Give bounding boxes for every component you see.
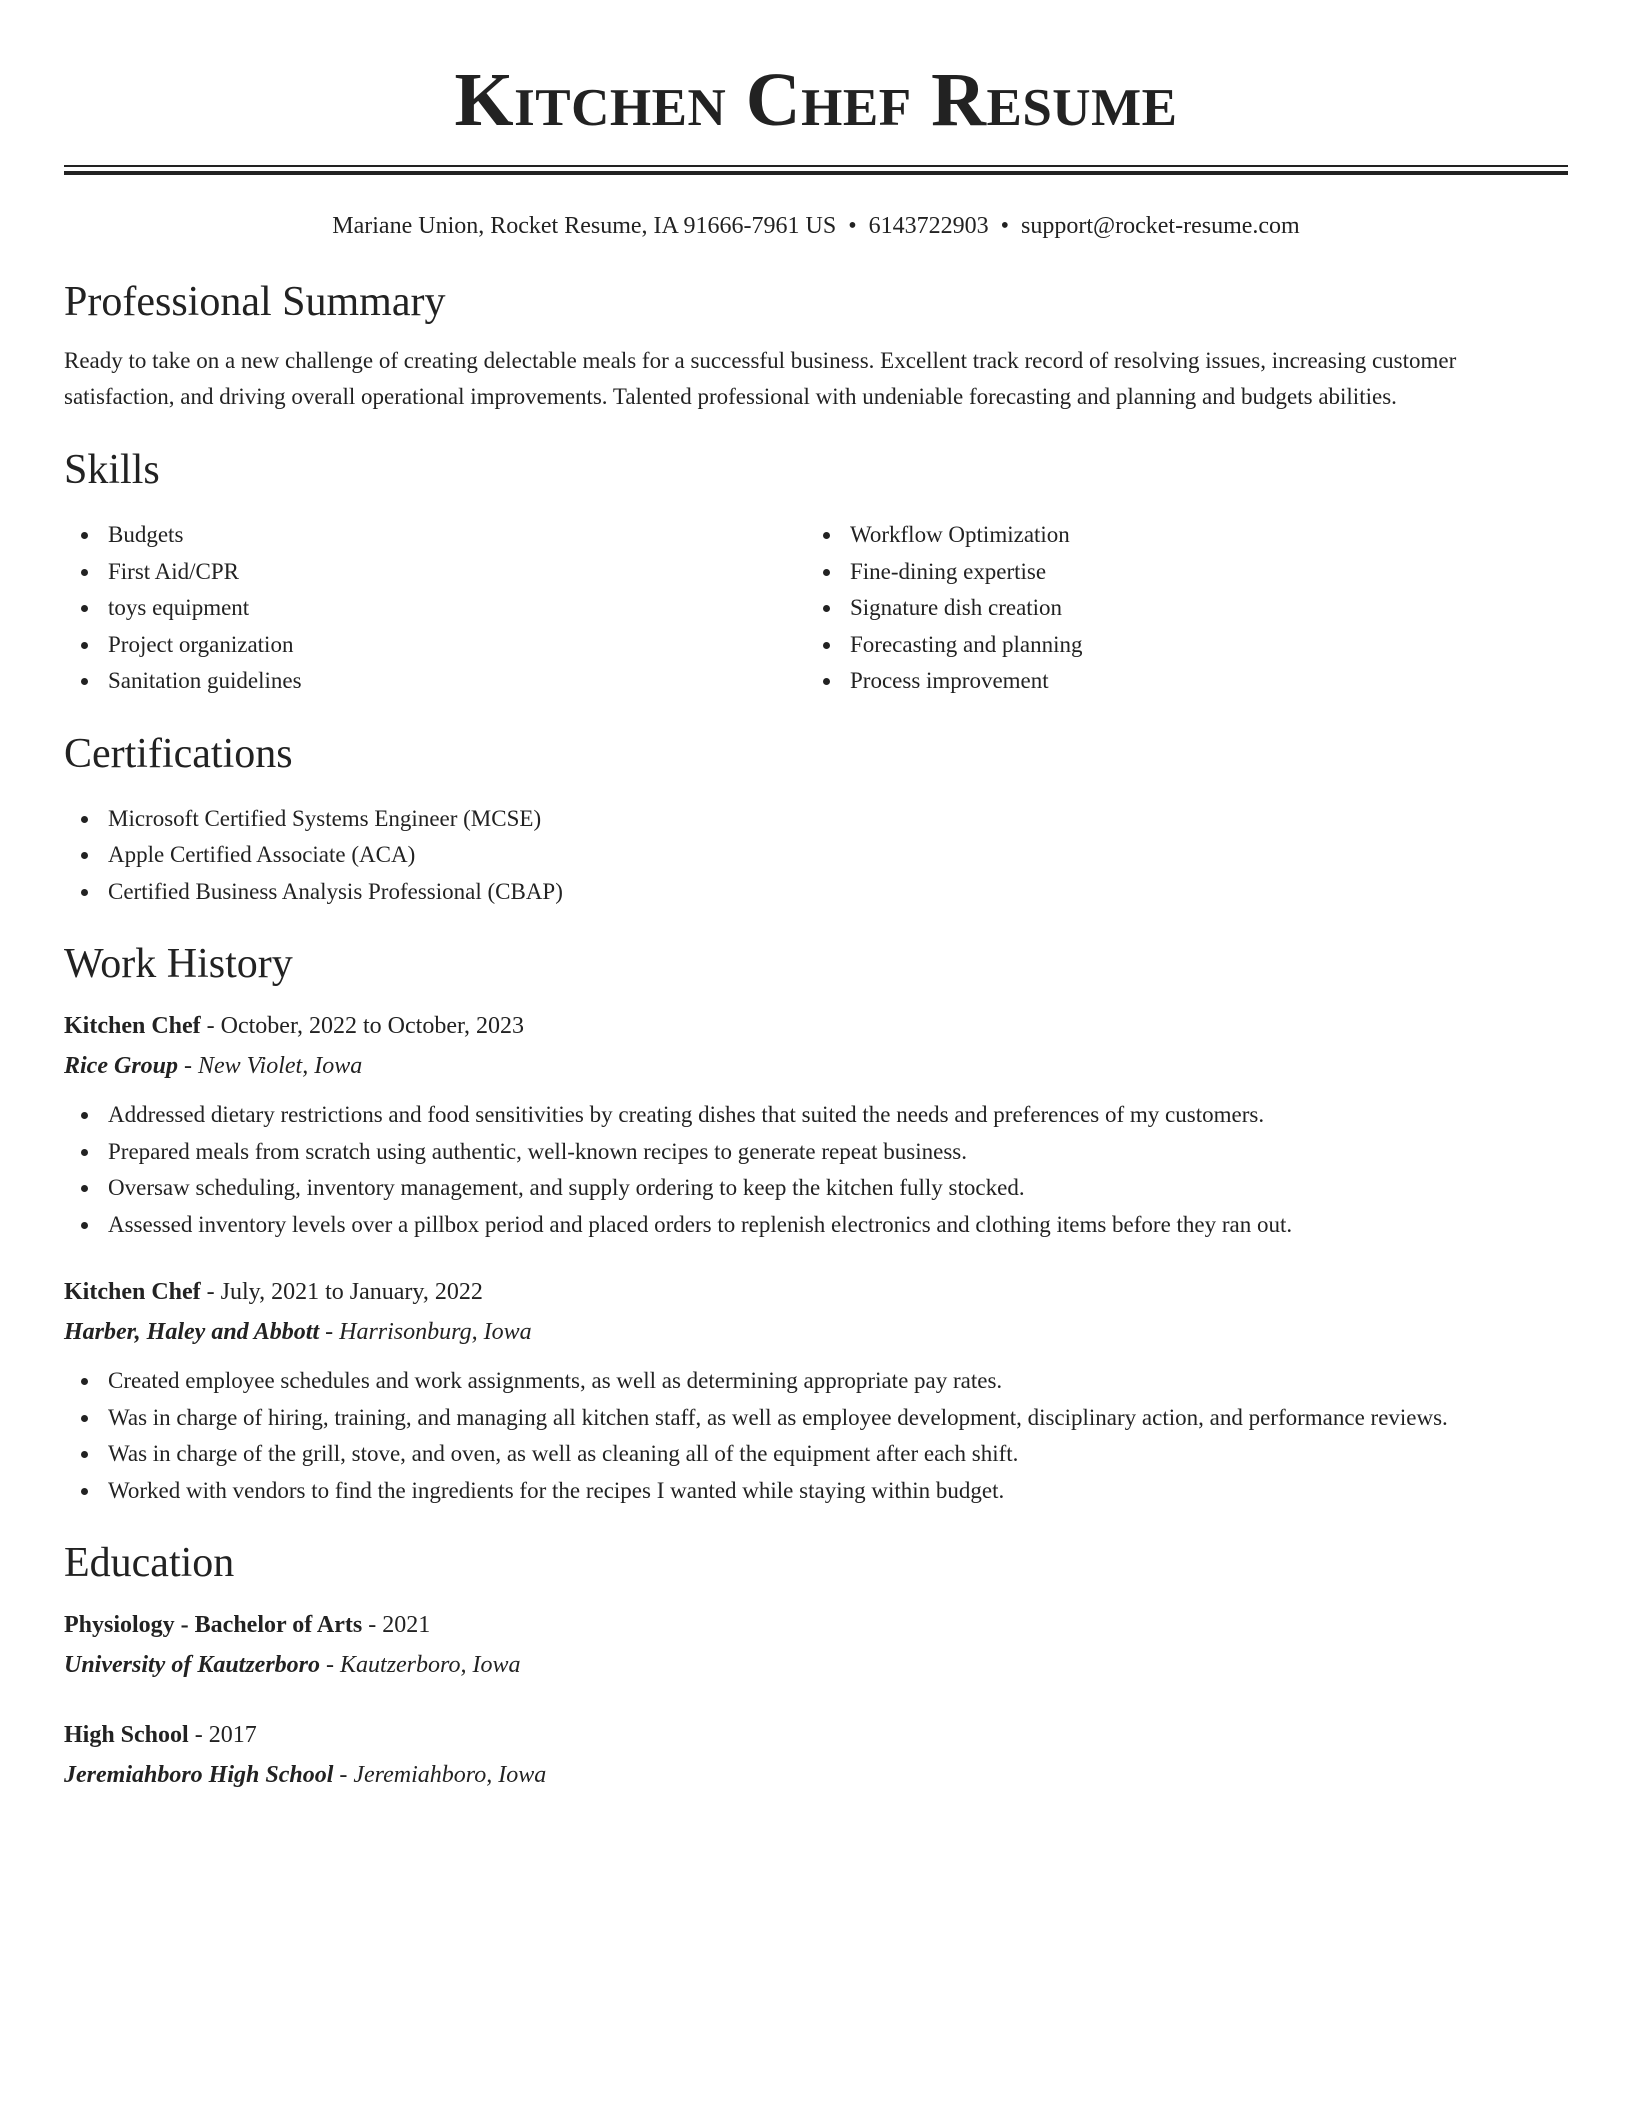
skills-heading: Skills — [64, 447, 160, 493]
skills-grid — [64, 517, 1568, 700]
contact-line — [64, 211, 1568, 241]
job-duty-item: Created employee schedules and work assignments, as well as determining appropriate pay rates. — [64, 1363, 1568, 1400]
skill-item: First Aid/CPR — [64, 554, 806, 591]
job-duty-item: Assessed inventory levels over a pillbox period and placed orders to replenish electronics and clothing items before they ran out. — [64, 1207, 1568, 1244]
skill-item: Sanitation guidelines — [64, 663, 806, 700]
school-location: Kautzerboro, Iowa — [340, 1652, 521, 1678]
job-company: Harber, Haley and Abbott — [64, 1319, 320, 1345]
job-duties-list — [64, 1097, 1568, 1243]
summary-heading: Professional Summary — [64, 279, 446, 325]
title-divider — [64, 165, 1568, 175]
job-title-line: Kitchen Chef - October, 2022 to October, 2023 — [64, 1013, 524, 1039]
school-location: Jeremiahboro, Iowa — [353, 1762, 547, 1788]
graduation-year: 2017 — [208, 1722, 257, 1748]
skills-right-list — [806, 517, 1548, 700]
education-heading: Education — [64, 1540, 235, 1586]
contact-address: Mariane Union, Rocket Resume, IA 91666-7961 US — [332, 213, 837, 239]
job-location: Harrisonburg, Iowa — [339, 1319, 532, 1345]
job-company-line: Harber, Haley and Abbott - Harrisonburg, Iowa — [64, 1319, 532, 1345]
job-title: Kitchen Chef — [64, 1013, 201, 1039]
school-name: University of Kautzerboro — [64, 1652, 321, 1678]
certifications-section — [64, 730, 1568, 911]
degree-line: High School - 2017 — [64, 1722, 257, 1748]
skill-item: toys equipment — [64, 590, 806, 627]
graduation-year: 2021 — [382, 1612, 431, 1638]
job-duty-item: Was in charge of the grill, stove, and oven, as well as cleaning all of the equipment after each shift. — [64, 1436, 1568, 1473]
education-entry — [64, 1610, 1568, 1680]
education-entry — [64, 1720, 1568, 1790]
job-entry — [64, 1011, 1568, 1243]
job-location: New Violet, Iowa — [198, 1053, 363, 1079]
contact-separator: • — [848, 213, 857, 239]
contact-email: support@rocket-resume.com — [1021, 213, 1300, 239]
contact-separator: • — [1000, 213, 1010, 239]
certifications-heading: Certifications — [64, 730, 293, 777]
skill-item: Budgets — [64, 517, 806, 554]
school-line: Jeremiahboro High School - Jeremiahboro, Iowa — [64, 1762, 547, 1788]
skill-item: Forecasting and planning — [806, 627, 1548, 664]
job-dates: July, 2021 to January, 2022 — [220, 1279, 483, 1305]
skills-left-list — [64, 517, 806, 700]
degree-name: High School — [64, 1722, 189, 1748]
job-duties-list — [64, 1363, 1568, 1509]
summary-section — [64, 281, 1568, 415]
skill-item: Signature dish creation — [806, 590, 1548, 627]
degree-name: Physiology - Bachelor of Arts — [64, 1612, 363, 1638]
job-company-line: Rice Group - New Violet, Iowa — [64, 1053, 363, 1079]
summary-text: Ready to take on a new challenge of creating delectable meals for a successful business. Excellent track record of resolving issues, increasing customer satisfaction, and driving overall operational improvements. Talented professional with undeniable forecasting and planning and budgets abilities. — [64, 348, 1457, 409]
job-entry — [64, 1277, 1568, 1509]
degree-line: Physiology - Bachelor of Arts - 2021 — [64, 1612, 431, 1638]
certification-item: Apple Certified Associate (ACA) — [64, 837, 1568, 874]
job-duty-item: Addressed dietary restrictions and food sensitivities by creating dishes that suited the needs and preferences of my customers. — [64, 1097, 1568, 1134]
skill-item: Project organization — [64, 627, 806, 664]
job-dates: October, 2022 to October, 2023 — [220, 1013, 524, 1039]
school-line: University of Kautzerboro - Kautzerboro, Iowa — [64, 1652, 521, 1678]
certification-item: Microsoft Certified Systems Engineer (MCSE) — [64, 801, 1568, 838]
job-company: Rice Group — [64, 1053, 178, 1079]
work-history-section — [64, 943, 1568, 1509]
job-duty-item: Worked with vendors to find the ingredients for the recipes I wanted while staying within budget. — [64, 1473, 1568, 1510]
job-duty-item: Prepared meals from scratch using authentic, well-known recipes to generate repeat business. — [64, 1134, 1568, 1171]
contact-phone: 6143722903 — [868, 213, 989, 239]
skill-item: Fine-dining expertise — [806, 554, 1548, 591]
job-duty-item: Was in charge of hiring, training, and managing all kitchen staff, as well as employee development, disciplinary action, and performance reviews. — [64, 1400, 1568, 1437]
school-name: Jeremiahboro High School — [64, 1762, 334, 1788]
certification-item: Certified Business Analysis Professional (CBAP) — [64, 874, 1568, 911]
certifications-list — [64, 801, 1568, 911]
resume-title: Kitchen Chef Resume — [454, 58, 1178, 142]
skill-item: Workflow Optimization — [806, 517, 1548, 554]
job-title-line: Kitchen Chef - July, 2021 to January, 2022 — [64, 1279, 483, 1305]
job-title: Kitchen Chef — [64, 1279, 201, 1305]
education-section — [64, 1542, 1568, 1790]
work-history-heading: Work History — [64, 941, 293, 987]
job-duty-item: Oversaw scheduling, inventory management, and supply ordering to keep the kitchen fully stocked. — [64, 1170, 1568, 1207]
skill-item: Process improvement — [806, 663, 1548, 700]
skills-section — [64, 449, 1568, 700]
